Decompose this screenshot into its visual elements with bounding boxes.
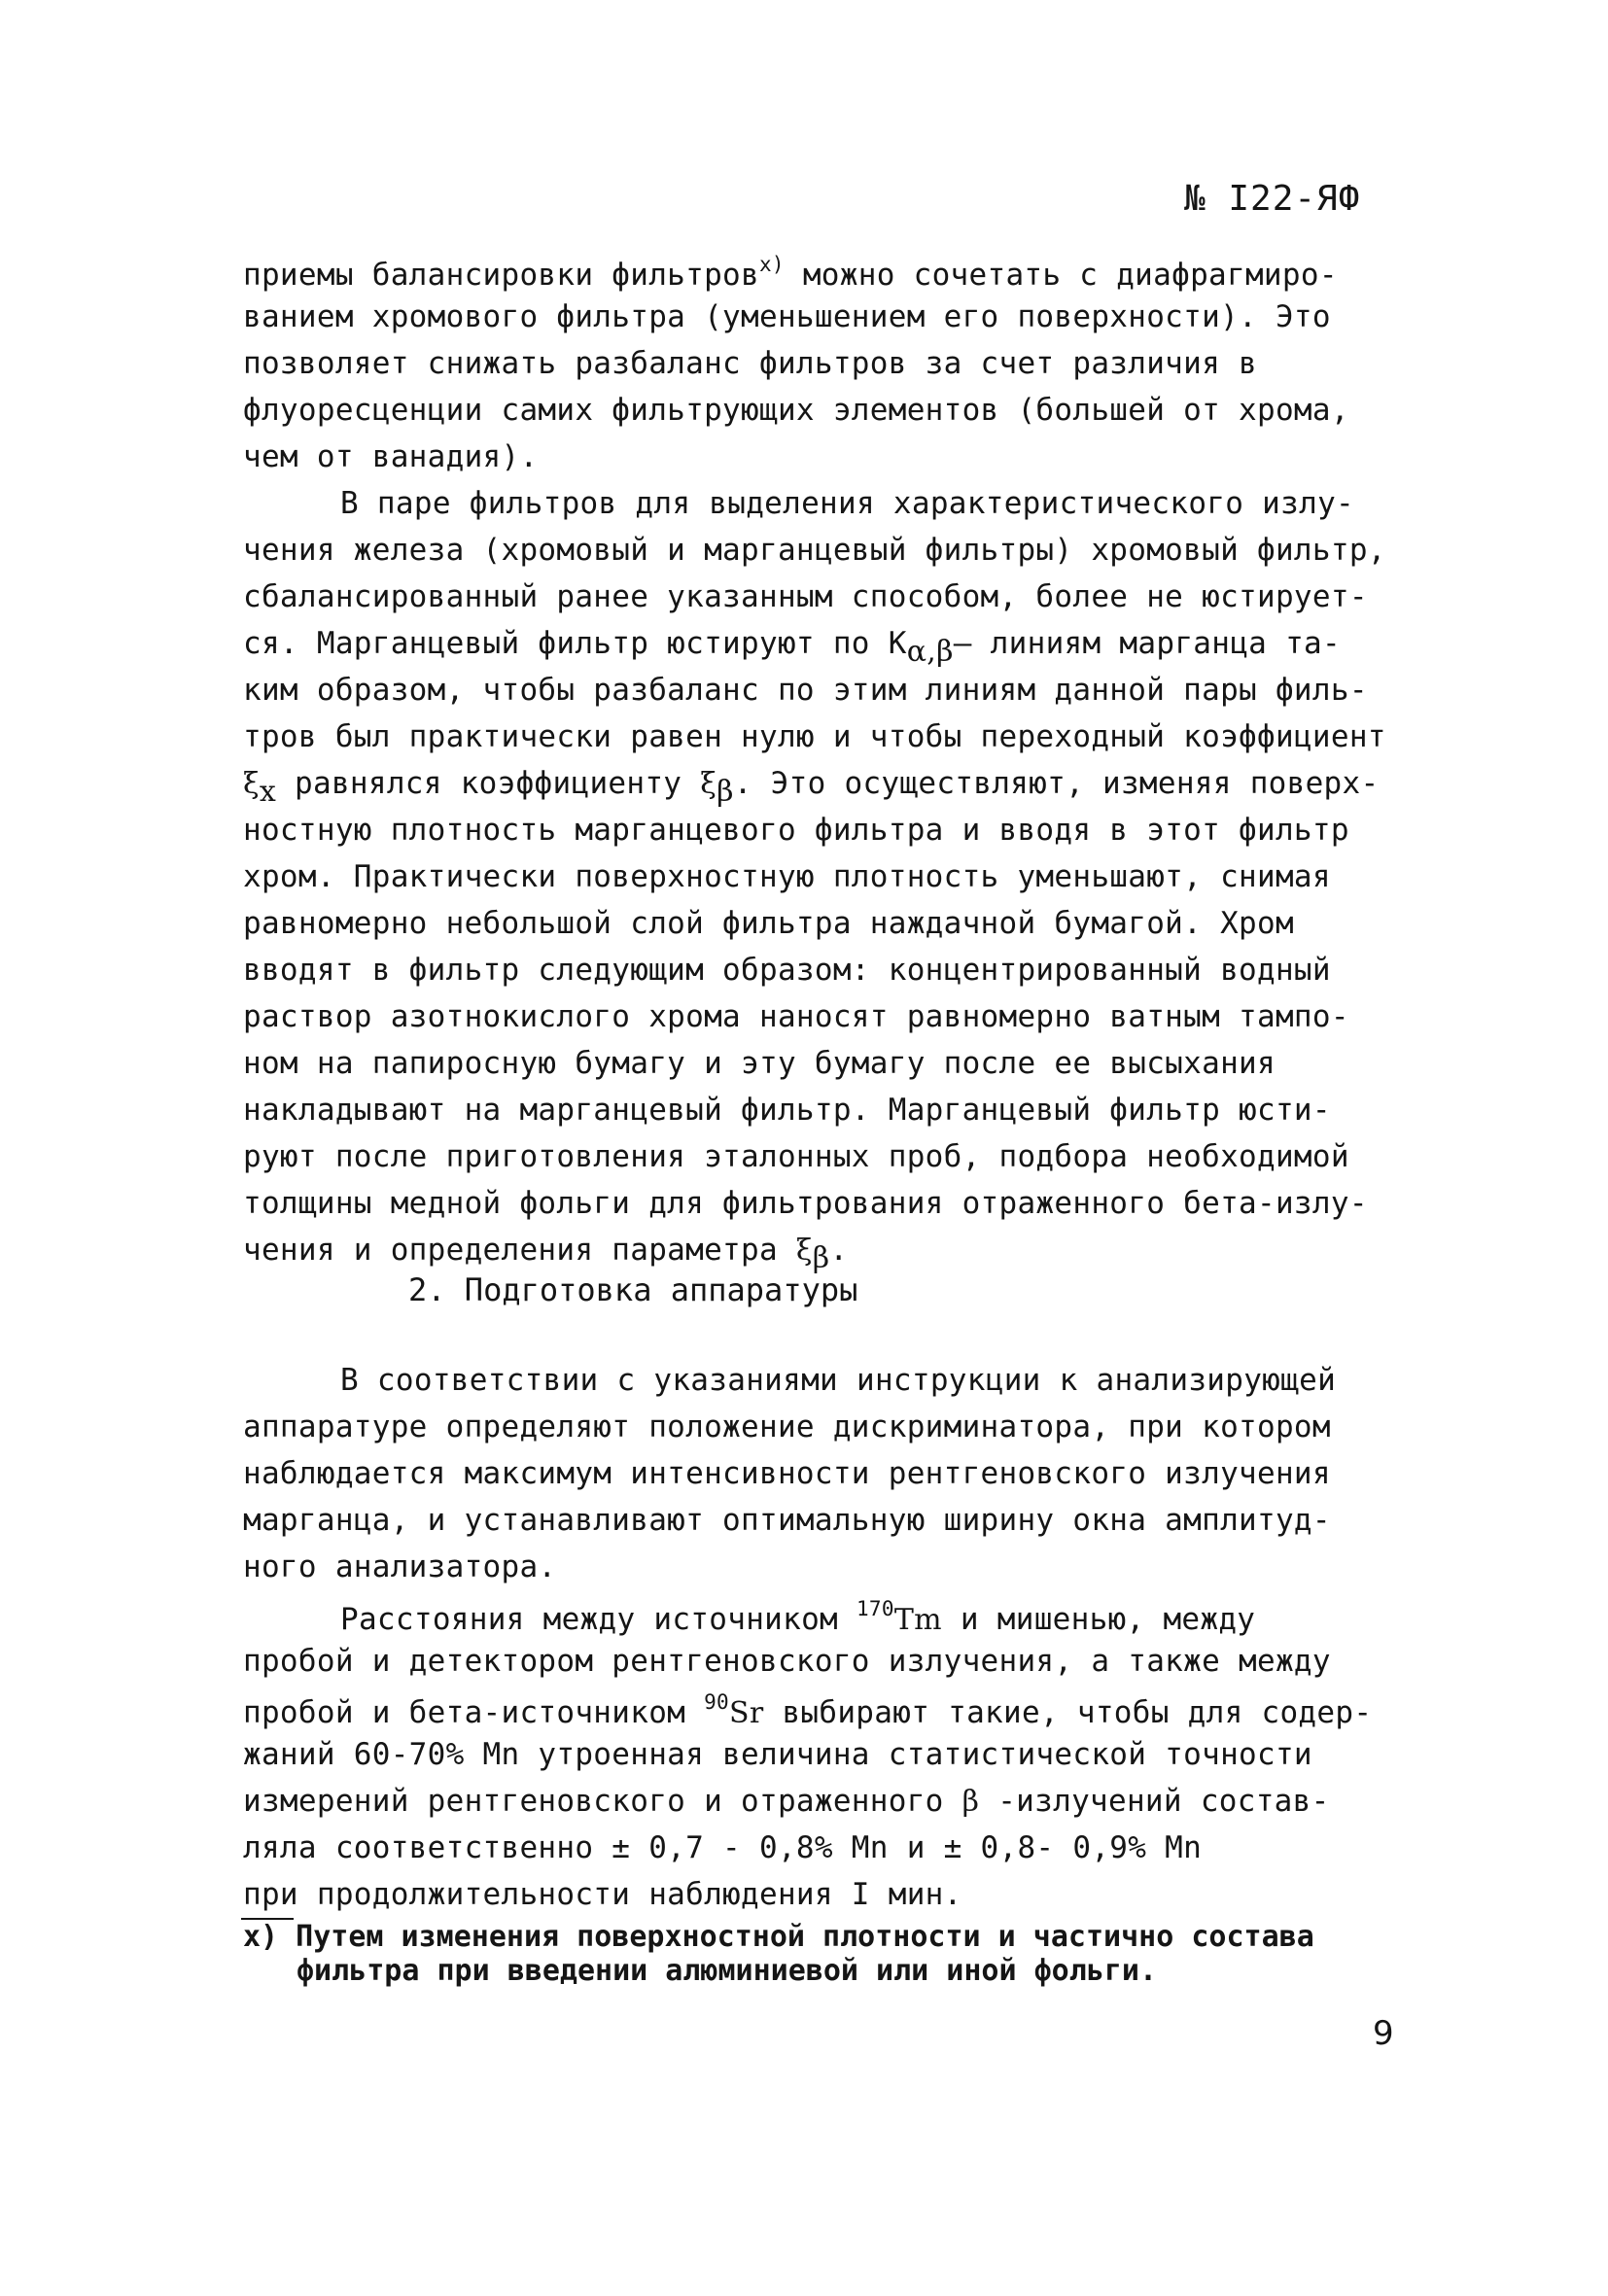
text-line: чем от ванадия). [243,439,539,474]
text-line: аппаратуре определяют положение дискриминатора, при котором [243,1409,1331,1444]
text-line: сбалансированный ранее указанным способом, более не юстирует- [243,579,1368,614]
text-line: В соответствии с указаниями инструкции к анализирующей [340,1363,1337,1398]
text-line: приемы балансировки фильтров$^{x)}$ можно сочетать с диафрагмиро- [243,253,1338,293]
text-line: жаний 60-70% Mn утроенная величина статистической точности [243,1737,1312,1772]
footnote-marker: x) [758,253,785,276]
text-line: ном на папиросную бумагу и эту бумагу после ее высыхания [243,1046,1276,1081]
isotope-mass-number: 90 [704,1690,729,1714]
document-number: № I22-ЯФ [1184,179,1361,219]
text-line: ξx равнялся коэффициенту ξβ. Это осуществляют, изменяя поверх- [243,766,1380,809]
isotope-symbol: Sr [728,1696,764,1730]
text-line: пробой и детектором рентгеновского излучения, а также между [243,1644,1331,1679]
text-line: ляла соответственно ± 0,7 - 0,8% Mn и ± 0,8- 0,9% Mn [243,1830,1203,1865]
footnote-line: x) Путем изменения поверхностной плотности и частично состава [243,1920,1314,1954]
xi-symbol: ξ [795,1234,813,1268]
text-line: позволяет снижать разбаланс фильтров за счет различия в [243,346,1257,381]
beta-symbol: β [961,1785,980,1819]
text-line: вводят в фильтр следующим образом: концентрированный водный [243,953,1331,988]
text-line: равномерно небольшой слой фильтра наждачной бумагой. Хром [243,906,1294,941]
xi-symbol: ξ [700,767,717,801]
text-line: флуоресценции самих фильтрующих элементов (большей от хрома, [243,393,1349,428]
text-line: чения железа (хромовый и марганцевый фильтры) хромовый фильтр, [243,533,1386,568]
text-line: ким образом, чтобы разбаланс по этим линиям данной пары филь- [243,673,1368,708]
page-number: 9 [1373,2014,1394,2053]
text-line: ностную плотность марганцевого фильтра и вводя в этот фильтр [243,813,1349,848]
text-line: хром. Практически поверхностную плотность уменьшают, снимая [243,859,1331,894]
isotope-symbol: Tm [893,1603,942,1637]
footnote-line: фильтра при введении алюминиевой или иной фольги. [297,1954,1158,1988]
text-line: наблюдается максимум интенсивности рентгеновского излучения [243,1456,1331,1491]
text-line: измерений рентгеновского и отраженного β -излучений состав- [243,1784,1330,1819]
text-line: марганца, и устанавливают оптимальную ширину окна амплитуд- [243,1503,1331,1538]
subscript: α,β [906,635,954,669]
section-heading: 2. Подготовка аппаратуры [408,1271,858,1308]
text-line: ванием хромового фильтра (уменьшением его поверхности). Это [243,299,1331,334]
text-line: при продолжительности наблюдения I мин. [243,1877,962,1912]
isotope-mass-number: 170 [856,1597,894,1620]
text-line: В паре фильтров для выделения характеристического излу- [340,486,1354,521]
text-line: ного анализатора. [243,1549,557,1584]
text-line: Расстояния между источником $^{170}$Tm и мишенью, между [340,1597,1256,1637]
text-line: тров был практически равен нулю и чтобы переходный коэффициент [243,719,1386,754]
xi-symbol: ξ [243,767,260,801]
text-line: накладывают на марганцевый фильтр. Марганцевый фильтр юсти- [243,1093,1331,1128]
text-line: раствор азотнокислого хрома наносят равномерно ватным тампо- [243,999,1349,1034]
text-line: пробой и бета-источником $^{90}$Sr выбирают такие, чтобы для содер- [243,1690,1373,1730]
text-line: толщины медной фольги для фильтрования отраженного бета-излу- [243,1186,1368,1221]
text-line: ся. Марганцевый фильтр юстируют по Kα,β– линиям марганца та- [243,626,1341,669]
text-line: руют после приготовления эталонных проб, подбора необходимой [243,1139,1349,1174]
text-line: чения и определения параметра ξβ. [243,1233,849,1275]
